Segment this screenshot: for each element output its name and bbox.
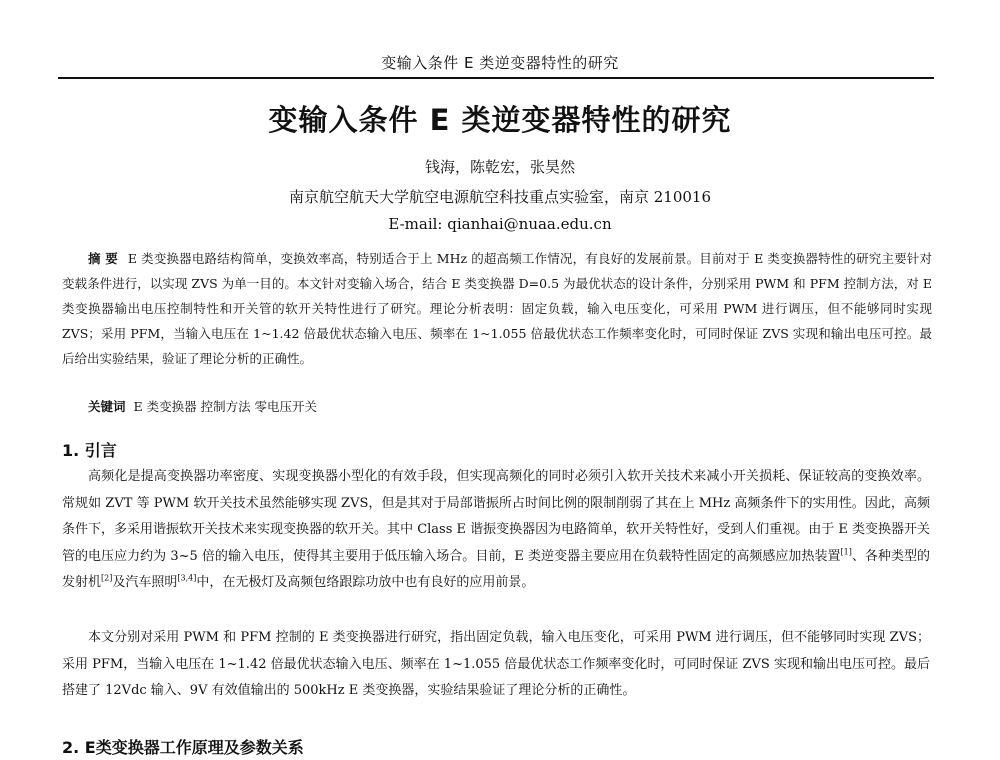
section-2-heading: 2. E类变换器工作原理及参数关系 [62, 738, 304, 757]
keywords-text: E 类变换器 控制方法 零电压开关 [133, 399, 318, 414]
abstract-label: 摘 要 [88, 251, 118, 266]
authors: 钱海，陈乾宏，张昊然 [424, 158, 575, 176]
keywords-label: 关键词 [88, 399, 126, 414]
intro-paragraph-1 [62, 464, 930, 597]
section-1-heading: 1. 引言 [62, 441, 117, 460]
citation-1: [1] [840, 547, 852, 557]
keywords [88, 397, 928, 415]
running-header: 变输入条件 E 类逆变器特性的研究 [381, 54, 619, 72]
citation-2: [2] [101, 573, 113, 583]
header-rule [58, 77, 934, 79]
abstract-text: E 类变换器电路结构简单，变换效率高，特别适合于上 MHz 的超高频工作情况，有良好的发展前景。目前对于 E 类变换器特性的研究主要针对变载条件进行，以实现 ZVS 为单一目的。本文针对变输入场合，结合 E 类变换器 D=0.5 为最优状态的设计条件，分别采用 PWM 和 PFM 控制方法，对 E 类变换器输出电压控制特性和开关管的软开关特性进行了研究。理论分析表明：固定负载，输入电压变化，可采用 PWM 进行调压，但不能够同时实现 ZVS；采用 PFM，当输入电压在 1~1.42 倍最优状态输入电压、频率在 1~1.055 倍最优状态工作频率变化时，可同时保证 ZVS 实现和输出电压可控。最后给出实验结果，验证了理论分析的正确性。 [62, 251, 932, 366]
para1-part-c: 及汽车照明 [112, 575, 178, 590]
para1-part-d: 中，在无极灯及高频包络跟踪功放中也有良好的应用前景。 [196, 575, 535, 590]
abstract [62, 246, 932, 371]
affiliation: 南京航空航天大学航空电源航空科技重点实验室，南京 210016 [288, 188, 712, 206]
email: E-mail: qianhai@nuaa.edu.cn [388, 215, 612, 233]
intro-paragraph-2: 本文分别对采用 PWM 和 PFM 控制的 E 类变换器进行研究，指出固定负载，输入电压变化，可采用 PWM 进行调压，但不能够同时实现 ZVS；采用 PFM，当输入电压在 1~1.42 倍最优状态输入电压、频率在 1~1.055 倍最优状态工作频率变化时，可同时保证 ZVS 实现和输出电压可控。最后搭建了 12Vdc 输入、9V 有效值输出的 500kHz E 类变换器，实验结果验证了理论分析的正确性。 [62, 630, 930, 698]
paper-title: 变输入条件 E 类逆变器特性的研究 [268, 103, 732, 137]
para1-part-a: 高频化是提高变换器功率密度、实现变换器小型化的有效手段，但实现高频化的同时必须引入软开关技术来减小开关损耗、保证较高的变换效率。常规如 ZVT 等 PWM 软开关技术虽然能够实现 ZVS，但是其对于局部谐振所占时间比例的限制削弱了其在上 MHz 高频条件下的实用性。因此，高频条件下，多采用谐振软开关技术来实现变换器的软开关。其中 Class E 谐振变换器因为电路简单，软开关特性好，受到人们重视。由于 E 类变换器开关管的电压应力约为 3~5 倍的输入电压，使得其主要用于低压输入场合。目前，E 类逆变器主要应用在负载特性固定的高频感应加热装置 [62, 469, 930, 564]
para1-part-b: 、各种类型的发射机 [62, 548, 930, 590]
citation-3: [3,4] [177, 573, 197, 583]
